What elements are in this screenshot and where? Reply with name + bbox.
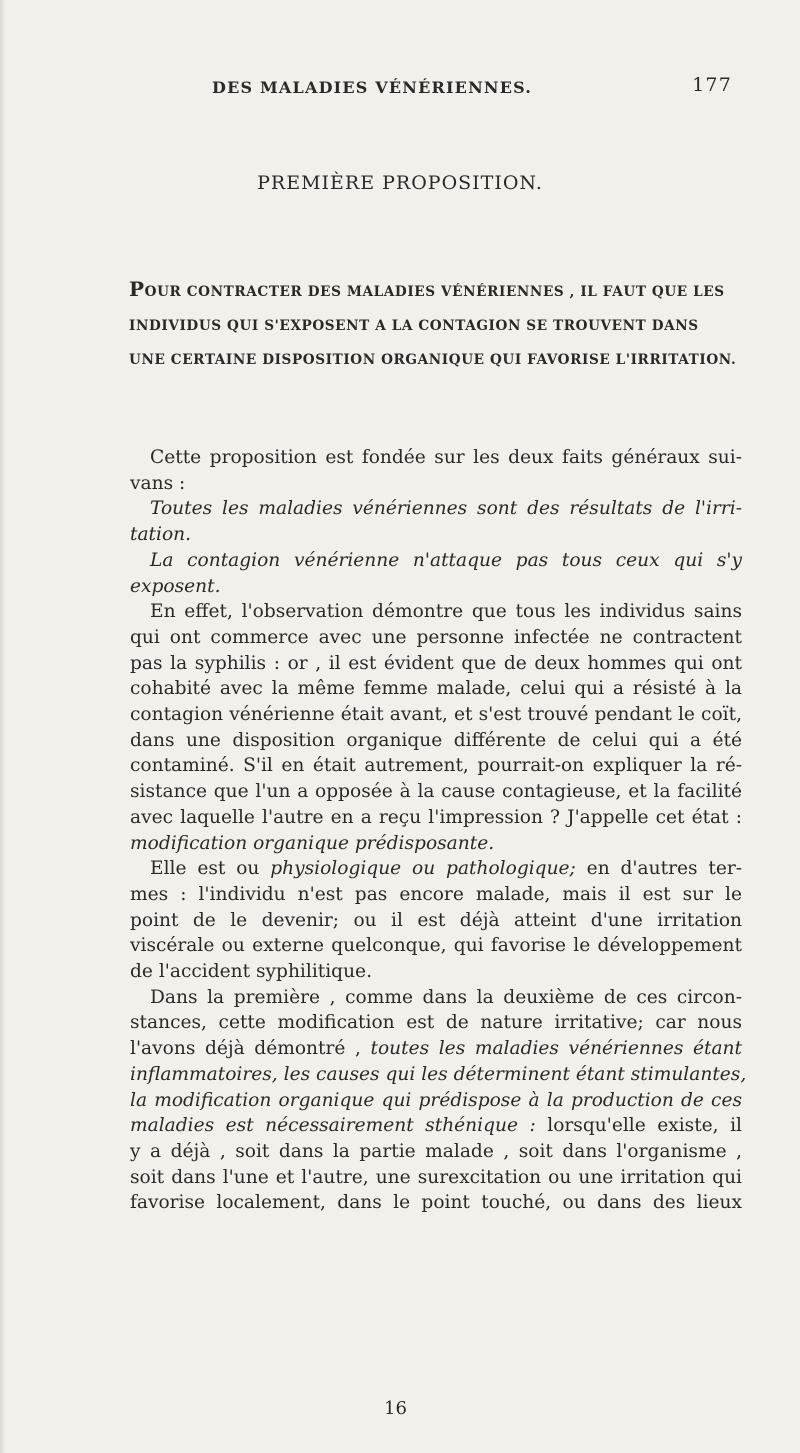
body-text	[130, 445, 747, 1216]
text-line: Elle est ou physiologique ou pathologique; en d'autres ter-	[150, 858, 743, 880]
text-line: y a déjà , soit dans la partie malade , soit dans l'organisme ,	[130, 1140, 742, 1162]
signature-mark: 16	[384, 1398, 407, 1419]
text-line: la modification organique qui prédispose à la production de ces	[130, 1089, 742, 1111]
text-line: de l'accident syphilitique.	[130, 961, 372, 983]
page-gutter-shadow	[0, 0, 6, 1453]
text-line: pas la syphilis : or , il est évident que de deux hommes qui ont	[130, 652, 742, 674]
section-heading: PREMIÈRE PROPOSITION.	[257, 172, 543, 194]
page-number: 177	[692, 74, 732, 96]
text-line: mes : l'individu n'est pas encore malade, mais il est sur le	[130, 883, 742, 905]
text-line: tation.	[130, 524, 192, 546]
text-line: qui ont commerce avec une personne infectée ne contractent	[130, 626, 742, 648]
text-line: vans :	[130, 472, 186, 494]
text-line: maladies est nécessairement sthénique : lorsqu'elle existe, il	[130, 1115, 742, 1137]
text-line: avec laquelle l'autre en a reçu l'impression ? J'appelle cet état :	[130, 806, 742, 828]
text-line: favorise localement, dans le point touché, ou dans des lieux	[130, 1192, 742, 1214]
dropcap: P	[129, 277, 145, 301]
text-line: En effet, l'observation démontre que tous les individus sains	[150, 601, 742, 623]
text-line: La contagion vénérienne n'attaque pas tous ceux qui s'y	[150, 549, 742, 571]
text-line: point de le devenir; ou il est déjà atteint d'une irritation	[130, 909, 742, 931]
text-line: l'avons déjà démontré , toutes les maladies vénériennes étant	[130, 1038, 742, 1060]
text-line: contaminé. S'il en était autrement, pourrait-on expliquer la ré-	[130, 755, 742, 777]
proposition-statement	[129, 272, 741, 377]
text-line: stances, cette modification est de nature irritative; car nous	[130, 1012, 742, 1034]
text-line: Cette proposition est fondée sur les deux faits généraux sui-	[150, 447, 742, 468]
thesis-line-2: INDIVIDUS QUI S'EXPOSENT A LA CONTAGION SE TROUVENT DANS	[129, 318, 699, 334]
thesis-line-3: UNE CERTAINE DISPOSITION ORGANIQUE QUI FAVORISE L'IRRITATION.	[129, 352, 737, 368]
text-line: cohabité avec la même femme malade, celui qui a résisté à la	[130, 678, 742, 700]
text-line: inflammatoires, les causes qui les déterminent étant stimulantes,	[130, 1063, 747, 1085]
text-line: soit dans l'une et l'autre, une surexcitation ou une irritation qui	[130, 1166, 742, 1188]
thesis-line-1: POUR CONTRACTER DES MALADIES VÉNÉRIENNES , IL FAUT QUE LES	[129, 277, 725, 301]
text-line: Dans la première , comme dans la deuxième de ces circon-	[150, 986, 742, 1008]
text-line: dans une disposition organique différente de celui qui a été	[130, 729, 742, 751]
text-line: exposent.	[130, 575, 221, 597]
text-line: modification organique prédisposante.	[130, 832, 495, 854]
running-head-title: DES MALADIES VÉNÉRIENNES.	[212, 78, 533, 97]
text-line: viscérale ou externe quelconque, qui favorise le développement	[130, 935, 742, 957]
text-line: Toutes les maladies vénériennes sont des résultats de l'irri-	[150, 498, 742, 520]
text-line: sistance que l'un a opposée à la cause contagieuse, et la facilité	[130, 781, 742, 803]
text-line: contagion vénérienne était avant, et s'est trouvé pendant le coït,	[130, 704, 742, 726]
